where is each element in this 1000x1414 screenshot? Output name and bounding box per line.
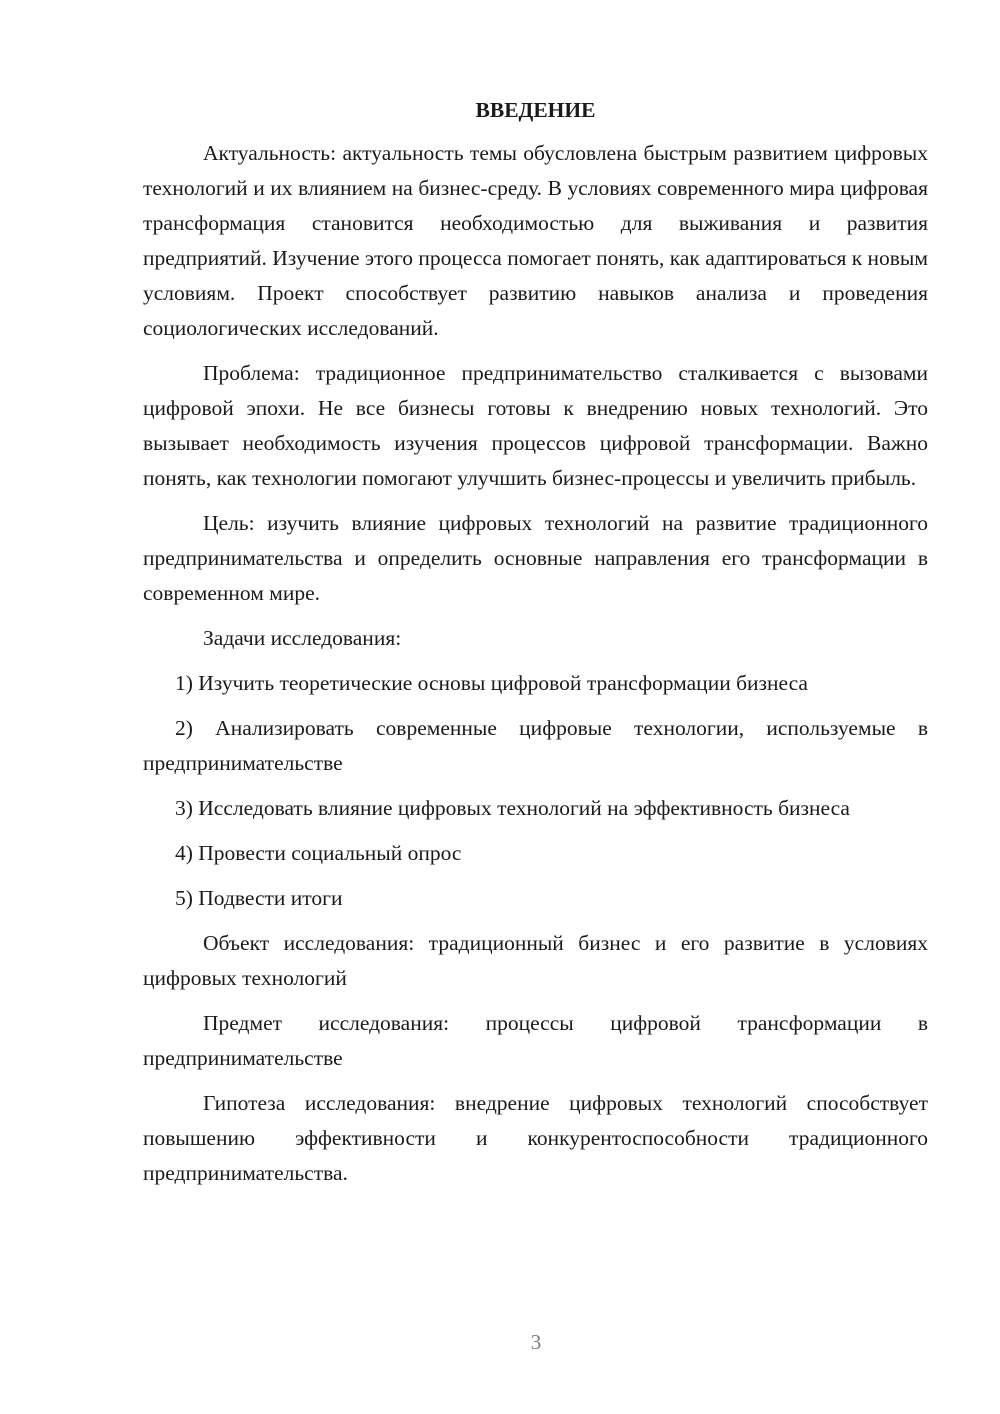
task-item-1: 1) Изучить теоретические основы цифровой трансформации бизнеса [175,671,808,695]
task-item-3: 3) Исследовать влияние цифровых технологий на эффективность бизнеса [175,796,850,820]
subject-paragraph: Предмет исследования: процессы цифровой трансформации в предпринимательстве [143,1011,928,1070]
tasks-list [143,666,928,916]
tasks-heading: Задачи исследования: [203,626,402,650]
hypothesis-paragraph: Гипотеза исследования: внедрение цифровых технологий способствует повышению эффективности и конкурентоспособности традиционного предпринимательства. [143,1091,928,1185]
object-paragraph: Объект исследования: традиционный бизнес и его развитие в условиях цифровых технологий [143,931,928,990]
page-content [143,90,928,1201]
section-title: ВВЕДЕНИЕ [475,98,596,122]
problem-paragraph: Проблема: традиционное предпринимательство сталкивается с вызовами цифровой эпохи. Не все бизнесы готовы к внедрению новых технологий. Это вызывает необходимость изучения процессов цифровой трансформации. Важно понять, как технологии помогают улучшить бизнес-процессы и увеличить прибыль. [143,361,928,490]
task-item-4: 4) Провести социальный опрос [175,841,462,865]
relevance-paragraph: Актуальность: актуальность темы обусловлена быстрым развитием цифровых технологий и их влиянием на бизнес-среду. В условиях современного мира цифровая трансформация становится необходимостью для выживания и развития предприятий. Изучение этого процесса помогает понять, как адаптироваться к новым условиям. Проект способствует развитию навыков анализа и проведения социологических исследований. [143,141,928,340]
task-item-5: 5) Подвести итоги [175,886,343,910]
goal-paragraph: Цель: изучить влияние цифровых технологий на развитие традиционного предпринимательства и определить основные направления его трансформации в современном мире. [143,511,928,605]
page-number: 3 [530,1330,542,1354]
task-item-2: 2) Анализировать современные цифровые технологии, используемые в предпринимательстве [143,716,928,775]
